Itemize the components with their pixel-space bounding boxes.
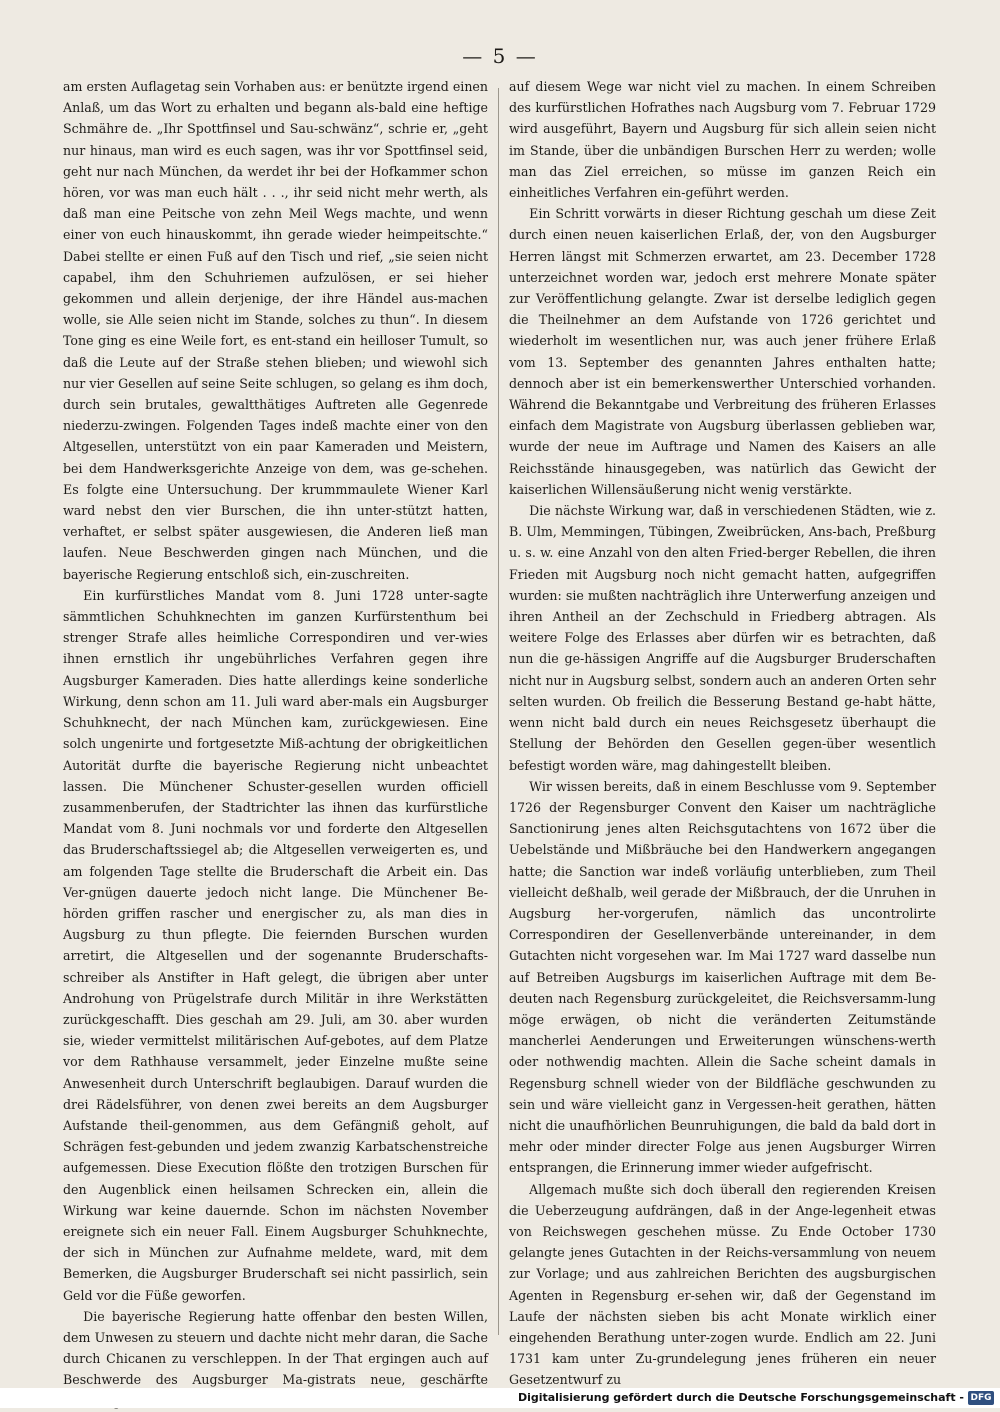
funding-credit: Digitalisierung gefördert durch die Deutsche Forschungsgemeinschaft - [517, 1391, 964, 1404]
paragraph: Ein kurfürstliches Mandat vom 8. Juni 1728 unter-sagte sämmtlichen Schuhknechten im ganzen Kurfürstenthum bei strenger Strafe alles heimliche Correspondiren und ver-wies ihnen ernstlich ihr ungebührliches Verfahren gegen ihre Augsburger Kameraden. Dies hatte allerdings keine sonderliche Wirkung, denn schon am 11. Juli ward aber-mals ein Augsburger Schuhknecht, der nach München kam, zurückgewiesen. Eine solch ungenirte und fortgesetzte Miß-achtung der obrigkeitlichen Autorität durfte die bayerische Regierung nicht unbeachtet lassen. Die Münchener Schuster-gesellen wurden officiell zusammenberufen, der Stadtrichter las ihnen das kurfürstliche Mandat vom 8. Juni nochmals vor und forderte den Altgesellen das Bruderschaftssiegel ab; die Altgesellen verweigerten es, und am folgenden Tage stellte die Bruderschaft die Arbeit ein. Das Ver-gnügen dauerte jedoch nicht lange. Die Münchener Be-hörden griffen rascher und energischer zu, als man dies in Augsburg zu thun pflegte. Die feiernden Burschen wurden arretirt, die Altgesellen und der sogenannte Bruderschafts-schreiber als Anstifter in Haft gelegt, die übrigen aber unter Androhung von Prügelstrafe durch Militär in ihre Werkstätten zurückgeschafft. Dies geschah am 29. Juli, am 30. aber wurden sie, wieder vermittelst militärischen Auf-gebotes, auf dem Platze vor dem Rathhause versammelt, jeder Einzelne mußte seine Anwesenheit durch Unterschrift beglaubigen. Darauf wurden die drei Rädelsführer, von denen zwei bereits an dem Augsburger Aufstande theil-genommen, aus dem Gefängniß geholt, auf Schrägen fest-gebunden und jedem zwanzig Karbatschenstreiche aufgemessen. Diese Execution flößte den trotzigen Burschen für den Augenblick einen heilsamen Schrecken ein, allein die Wirkung war keine dauernde. Schon im nächsten November ereignete sich ein neuer Fall. Einem Augsburger Schuhknechte, der sich in München zur Aufnahme meldete, ward, mit dem Bemerken, die Augsburger Bruderschaft sei nicht passirlich, sein Geld vor die Füße geworfen. [63, 587, 488, 1303]
dfg-logo: DFG [968, 1391, 994, 1405]
paragraph: Wir wissen bereits, daß in einem Beschlusse vom 9. September 1726 der Regensburger Convent den Kaiser um nachträgliche Sanctionirung jenes alten Reichsgutachtens von 1672 über die Uebelstände und Mißbräuche bei den Handwerkern angegangen hatte; die Sanction war indeß vorläufig unterblieben, zum Theil vielleicht deßhalb, weil gerade der Mißbrauch, der die Unruhen in Augsburg her-vorgerufen, nämlich das uncontrolirte Correspondiren der Gesellenverbände untereinander, in dem Gutachten nicht vorgesehen war. Im Mai 1727 ward dasselbe nun auf Betreiben Augsburgs im kaiserlichen Auftrage mit dem Be-deuten nach Regensburg zurückgeleitet, die Reichsversamm-lung möge erwägen, ob nicht die veränderten Zeitumstände mancherlei Aenderungen und Erweiterungen wünschens-werth oder nothwendig machten. Allein die Sache scheint damals in Regensburg schnell wieder von der Bildfläche geschwunden zu sein und wäre vielleicht ganz in Vergessen-heit gerathen, hätten nicht die unaufhörlichen Beunruhigungen, die bald da bald dort in mehr oder minder directer Folge aus jenen Augsburger Wirren entsprangen, die Erinnerung immer wieder aufgefrischt. [509, 778, 936, 1176]
paragraph: am ersten Auflagetag sein Vorhaben aus: er benützte irgend einen Anlaß, um das Wort zu erhalten und begann als-bald eine heftige Schmähre de. „Ihr Spottfinsel und Sau-schwänz“, schrie er, „geht nur hinaus, man wird es euch sagen, was ihr vor Spottfinsel seid, geht nur nach München, da werdet ihr bei der Hofkammer schon hören, vor was man euch hält . . ., ihr seid nicht mehr werth, als daß man eine Peitsche von zehn Meil Wegs machte, und wenn einer von euch hinauskommt, ihn gerade wieder heimpeitschte.“ Dabei stellte er einen Fuß auf den Tisch und rief, „sie seien nicht capabel, ihm den Schuhriemen aufzulösen, er sei hieher gekommen und allein derjenige, der ihre Händel aus-machen wolle, sie Alle seien nicht im Stande, solches zu thun“. In diesem Tone ging es eine Weile fort, es ent-stand ein heilloser Tumult, so daß die Leute auf der Straße stehen blieben; und wiewohl sich nur vier Gesellen auf seine Seite schlugen, so gelang es ihm doch, durch sein brutales, gewaltthätiges Auftreten alle Gegenrede niederzu-zwingen. Folgenden Tages indeß machte einer von den Altgesellen, unterstützt von ein paar Kameraden und Meistern, bei dem Handwerksgerichte Anzeige von dem, was ge-schehen. Es folgte eine Untersuchung. Der krummmaulete Wiener Karl ward nebst den vier Burschen, die ihn unter-stützt hatten, verhaftet, er selbst später ausgewiesen, die Anderen ließ man laufen. Neue Beschwerden gingen nach München, und die bayerische Regierung entschloß sich, ein-zuschreiten. [63, 79, 488, 582]
right-text-column [509, 76, 936, 1391]
paragraph: Allgemach mußte sich doch überall den regierenden Kreisen die Ueberzeugung aufdrängen, daß in der Ange-legenheit etwas von Reichswegen geschehen müsse. Zu Ende October 1730 gelangte jenes Gutachten in der Reichs-versammlung von neuem zur Vorlage; und aus zahlreichen Berichten des augsburgischen Agenten in Regensburg er-sehen wir, daß der Gegenstand im Laufe der nächsten sieben bis acht Monate wirklich einer eingehenden Berathung unter-zogen wurde. Endlich am 22. Juni 1731 kam unter Zu-grundelegung jenes früheren ein neuer Gesetzentwurf zu [509, 1181, 936, 1388]
page-number: — 5 — [462, 44, 538, 68]
column-divider [498, 88, 499, 1335]
paragraph: auf diesem Wege war nicht viel zu machen. In einem Schreiben des kurfürstlichen Hofrathes nach Augsburg vom 7. Februar 1729 wird ausgeführt, Bayern und Augsburg für sich allein seien nicht im Stande, über die unbändigen Burschen Herr zu werden; wolle man das Ziel erreichen, so müsse im ganzen Reich ein einheitliches Verfahren ein-geführt werden. [509, 79, 936, 201]
paragraph: Die nächste Wirkung war, daß in verschiedenen Städten, wie z. B. Ulm, Memmingen, Tübingen, Zweibrücken, Ans-bach, Preßburg u. s. w. eine Anzahl von den alten Fried-berger Rebellen, die ihren Frieden mit Augsburg noch nicht gemacht hatten, aufgegriffen wurden: sie mußten nachträglich ihre Unterwerfung anzeigen und ihren Antheil an der Zechschuld in Friedberg abtragen. Als weitere Folge des Erlasses aber dürfen wir es betrachten, daß nun die ge-hässigen Angriffe auf die Augsburger Bruderschaften nicht nur in Augsburg selbst, sondern auch an anderen Orten sehr selten wurden. Ob freilich die Besserung Bestand ge-habt hätte, wenn nicht bald durch ein neues Reichsgesetz überhaupt die Stellung der Behörden den Gesellen gegen-über wesentlich befestigt worden wäre, mag dahingestellt bleiben. [509, 503, 936, 773]
paragraph: Die bayerische Regierung hatte offenbar den besten Willen, dem Unwesen zu steuern und dachte nicht mehr daran, die Sache durch Chicanen zu verschleppen. In der That ergingen auch auf Beschwerde des Augsburger Ma-gistrats neue, geschärfte [63, 1308, 488, 1388]
digitization-footer [0, 1388, 1000, 1408]
left-text-column [63, 76, 488, 1412]
paragraph: Ein Schritt vorwärts in dieser Richtung geschah um diese Zeit durch einen neuen kaiserlichen Erlaß, der, von den Augsburger Herren längst mit Schmerzen erwartet, am 23. December 1728 unterzeichnet worden war, jedoch erst mehrere Monate später zur Veröffentlichung gelangte. Zwar ist derselbe lediglich gegen die Theilnehmer an dem Aufstande von 1726 gerichtet und wiederholt im wesentlichen nur, was auch jener frühere Erlaß vom 13. September des genannten Jahres enthalten hatte; dennoch aber ist ein bemerkenswerther Unterschied vorhanden. Während die Bekanntgabe und Verbreitung des früheren Erlasses einfach dem Magistrate von Augsburg überlassen geblieben war, wurde der neue im Auftrage und Namen des Kaisers an alle Reichsstände hinausgegeben, was natürlich das Gewicht der kaiserlichen Willensäußerung nicht wenig verstärkte. [509, 206, 936, 497]
